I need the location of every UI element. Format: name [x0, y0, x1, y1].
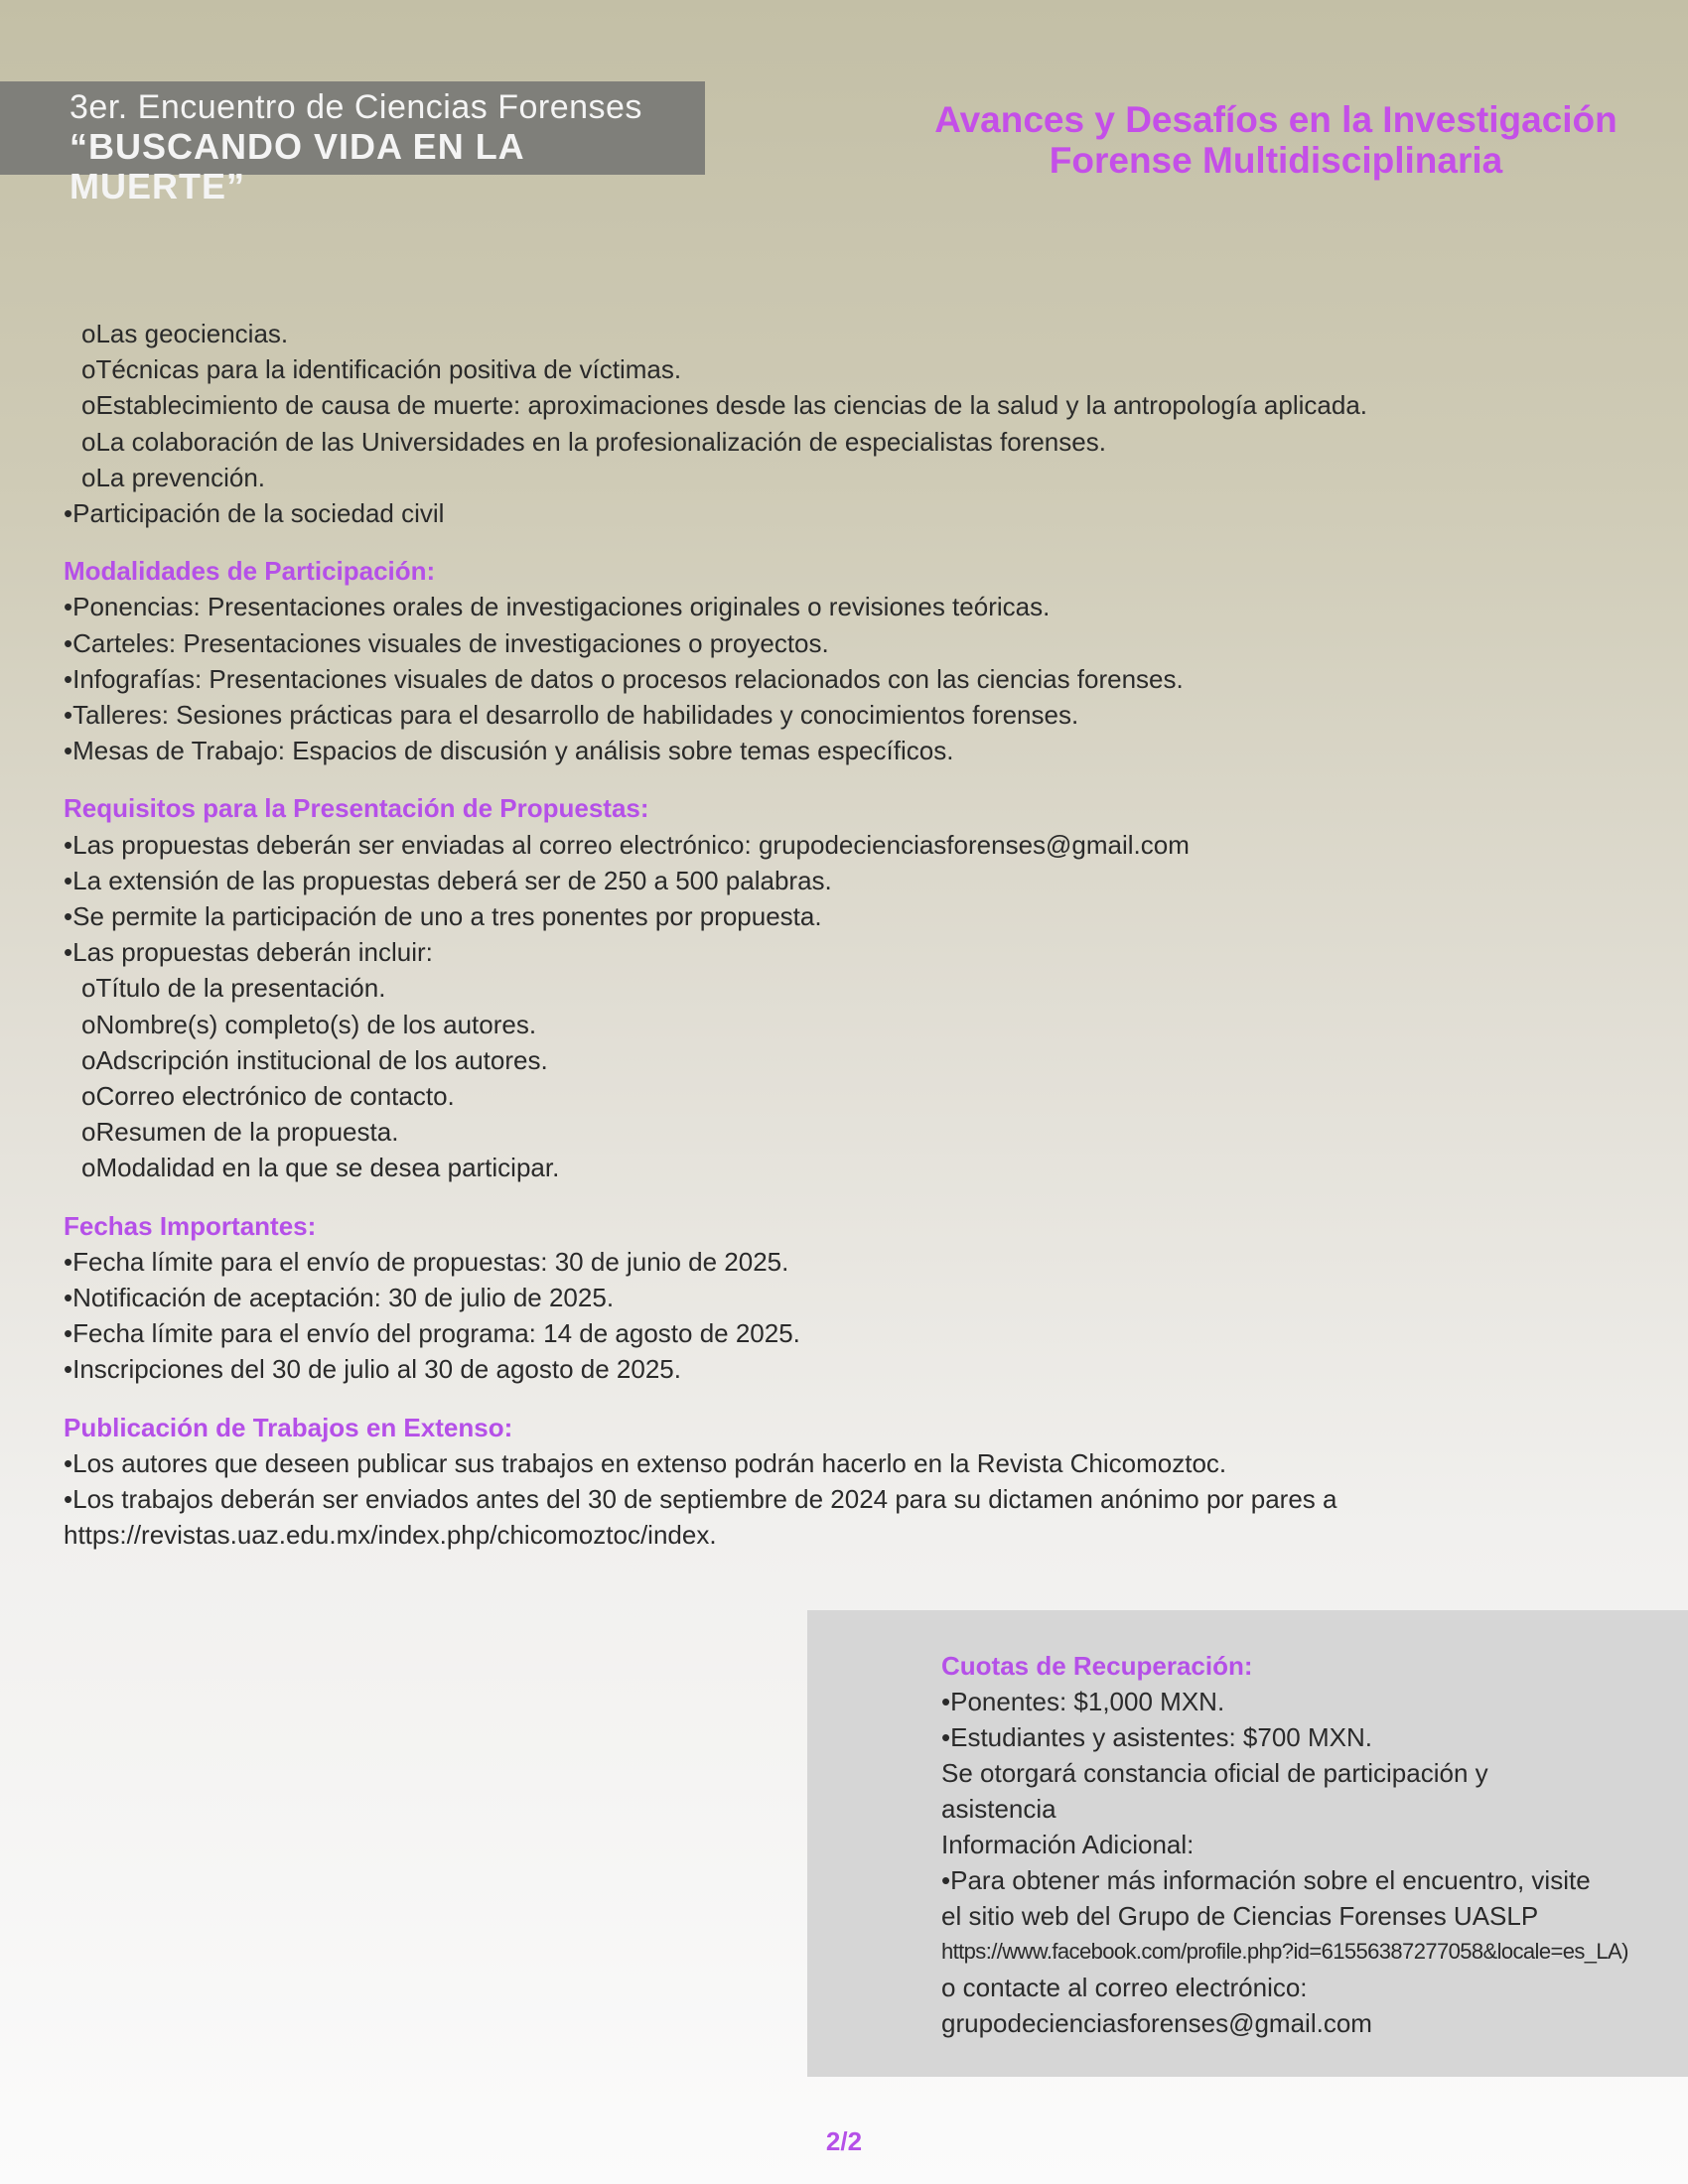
journal-url: https://revistas.uaz.edu.mx/index.php/chicomoztoc/index. [64, 1520, 717, 1551]
list-item: •Las propuestas deberán incluir: [64, 937, 433, 968]
list-subitem: oModalidad en la que se desea participar. [81, 1153, 560, 1183]
requisitos-list [64, 827, 1613, 1186]
info-text: el sitio web del Grupo de Ciencias Forenses UASLP [941, 1901, 1539, 1931]
page-title-line: Forense Multidisciplinaria [1049, 140, 1503, 181]
list-subitem: oNombre(s) completo(s) de los autores. [81, 1009, 537, 1039]
contact-email[interactable]: grupodecienciasforenses@gmail.com [941, 2008, 1372, 2038]
list-subitem: oResumen de la propuesta. [81, 1117, 399, 1148]
facebook-link[interactable]: https://www.facebook.com/profile.php?id=61556387277058&locale=es_LA) [941, 1939, 1628, 1964]
certificate-note: asistencia [941, 1794, 1056, 1824]
page-number: 2/2 [825, 2126, 863, 2156]
list-item: oLa prevención. [81, 462, 266, 492]
list-item: •La extensión de las propuestas deberá ser de 250 a 500 palabras. [64, 865, 832, 895]
section-heading-modalidades: Modalidades de Participación: [64, 556, 436, 587]
list-item: •Fecha límite para el envío del programa: 14 de agosto de 2025. [64, 1318, 800, 1349]
list-item: •Los autores que deseen publicar sus trabajos en extenso podrán hacerlo en la Revista Chicomoztoc. [64, 1447, 1227, 1478]
list-item: •Ponencias: Presentaciones orales de investigaciones originales o revisiones teóricas. [64, 592, 1051, 622]
list-item: •Mesas de Trabajo: Espacios de discusión y análisis sobre temas específicos. [64, 736, 954, 766]
list-item: •Notificación de aceptación: 30 de julio de 2025. [64, 1283, 615, 1313]
list-item: •Fecha límite para el envío de propuestas: 30 de junio de 2025. [64, 1246, 789, 1277]
list-item: •Se permite la participación de uno a tres ponentes por propuesta. [64, 901, 822, 932]
section-heading-cuotas: Cuotas de Recuperación: [941, 1651, 1253, 1681]
list-item: •Carteles: Presentaciones visuales de investigaciones o proyectos. [64, 627, 829, 658]
certificate-note: Se otorgará constancia oficial de participación y [941, 1758, 1488, 1788]
list-subitem: oTítulo de la presentación. [81, 973, 386, 1004]
info-text: •Para obtener más información sobre el encuentro, visite [941, 1865, 1591, 1895]
list-item: oTécnicas para la identificación positiva de víctimas. [81, 354, 682, 385]
event-edition: 3er. Encuentro de Ciencias Forenses [70, 88, 642, 126]
section-heading-publicacion: Publicación de Trabajos en Extenso: [64, 1412, 513, 1442]
document-body [64, 316, 1613, 1554]
fechas-list [64, 1244, 1613, 1388]
fee-item: •Ponentes: $1,000 MXN. [941, 1687, 1225, 1716]
list-item: oLa colaboración de las Universidades en la profesionalización de especialistas forenses. [81, 426, 1106, 457]
event-banner [0, 81, 705, 206]
info-text: o contacte al correo electrónico: [941, 1973, 1308, 2002]
section-heading-requisitos: Requisitos para la Presentación de Propuestas: [64, 793, 649, 824]
list-item: •Las propuestas deberán ser enviadas al correo electrónico: grupodecienciasforenses@gmail.com [64, 829, 1190, 860]
list-item: oLas geociencias. [81, 319, 289, 348]
list-subitem: oAdscripción institucional de los autores. [81, 1044, 548, 1075]
page-title-line: Avances y Desafíos en la Investigación [934, 99, 1618, 140]
topics-list [64, 316, 1613, 531]
list-item: oEstablecimiento de causa de muerte: aproximaciones desde las ciencias de la salud y la antropología aplicada. [81, 390, 1367, 421]
fees-content [941, 1648, 1636, 2041]
fee-item: •Estudiantes y asistentes: $700 MXN. [941, 1722, 1372, 1752]
page-title [899, 99, 1653, 181]
section-heading-fechas: Fechas Importantes: [64, 1210, 317, 1241]
modalidades-list [64, 589, 1613, 768]
publicacion-list [64, 1445, 1613, 1554]
list-item: •Inscripciones del 30 de julio al 30 de agosto de 2025. [64, 1354, 681, 1385]
list-item: •Los trabajos deberán ser enviados antes del 30 de septiembre de 2024 para su dictamen anónimo por pares a [64, 1484, 1337, 1515]
list-item: •Talleres: Sesiones prácticas para el desarrollo de habilidades y conocimientos forenses. [64, 700, 1079, 731]
list-subitem: oCorreo electrónico de contacto. [81, 1081, 455, 1112]
additional-info-label: Información Adicional: [941, 1830, 1195, 1859]
event-slogan: “BUSCANDO VIDA EN LA MUERTE” [70, 126, 524, 206]
list-item: •Participación de la sociedad civil [64, 498, 445, 529]
list-item: •Infografías: Presentaciones visuales de datos o procesos relacionados con las ciencias forenses. [64, 663, 1184, 694]
